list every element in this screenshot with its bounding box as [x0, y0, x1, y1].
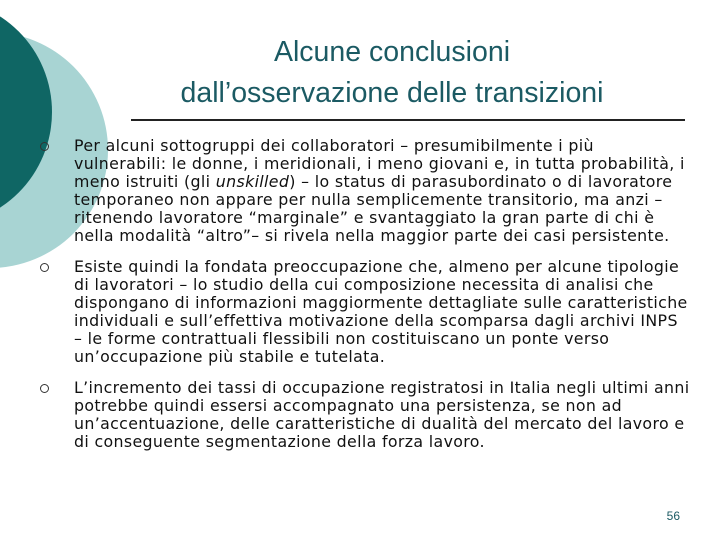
- bullet-item: [40, 258, 690, 367]
- bullet-text: Esiste quindi la fondata preoccupazione che, almeno per alcune tipologie di lavoratori – lo studio della cui composizione necessita di analisi che dispongano di informazioni maggiormente dettagliate sulle caratteristiche individuali e sull’effettiva motivazione della scomparsa dagli archivi INPS – le forme contrattuali flessibili non costituiscano un ponte verso un’occupazione più stabile e tutelata.: [74, 256, 688, 367]
- bullet-text: L’incremento dei tassi di occupazione registratosi in Italia negli ultimi anni potrebbe quindi essersi accompagnato una persistenza, se non ad un’accentuazione, delle caratteristiche di dualità del mercato del lavoro e di conseguente segmentazione della forza lavoro.: [74, 378, 690, 452]
- title-line-2: dall’osservazione delle transizioni: [180, 77, 604, 109]
- bullet-list: [40, 137, 690, 464]
- title-line-1: Alcune conclusioni: [273, 36, 511, 68]
- bullet-emphasis: unskilled: [215, 172, 290, 192]
- page-number: 56: [666, 509, 680, 523]
- bullet-item: [40, 379, 690, 451]
- bullet-text-end: ) – lo status di parasubordinato o di lavoratore temporaneo non appare per nulla semplicemente transitorio, ma anzi – ritenendo lavoratore “marginale” e svantaggiato la gran parte di chi è nella modalità “altro”– si rivela nella maggior parte dei casi persistente.: [74, 172, 673, 246]
- bullet-text-start: Per alcuni sottogruppi dei collaboratori – presumibilmente i più vulnerabili: le donne, i meridionali, i meno giovani e, in tutta probabilità, i meno istruiti (gli: [74, 136, 685, 192]
- title-divider: [131, 119, 685, 121]
- bullet-item: [40, 137, 690, 246]
- slide-title: [120, 32, 664, 114]
- bullet-circle-icon: [40, 384, 49, 393]
- bullet-circle-icon: [40, 263, 49, 272]
- bullet-circle-icon: [40, 142, 49, 151]
